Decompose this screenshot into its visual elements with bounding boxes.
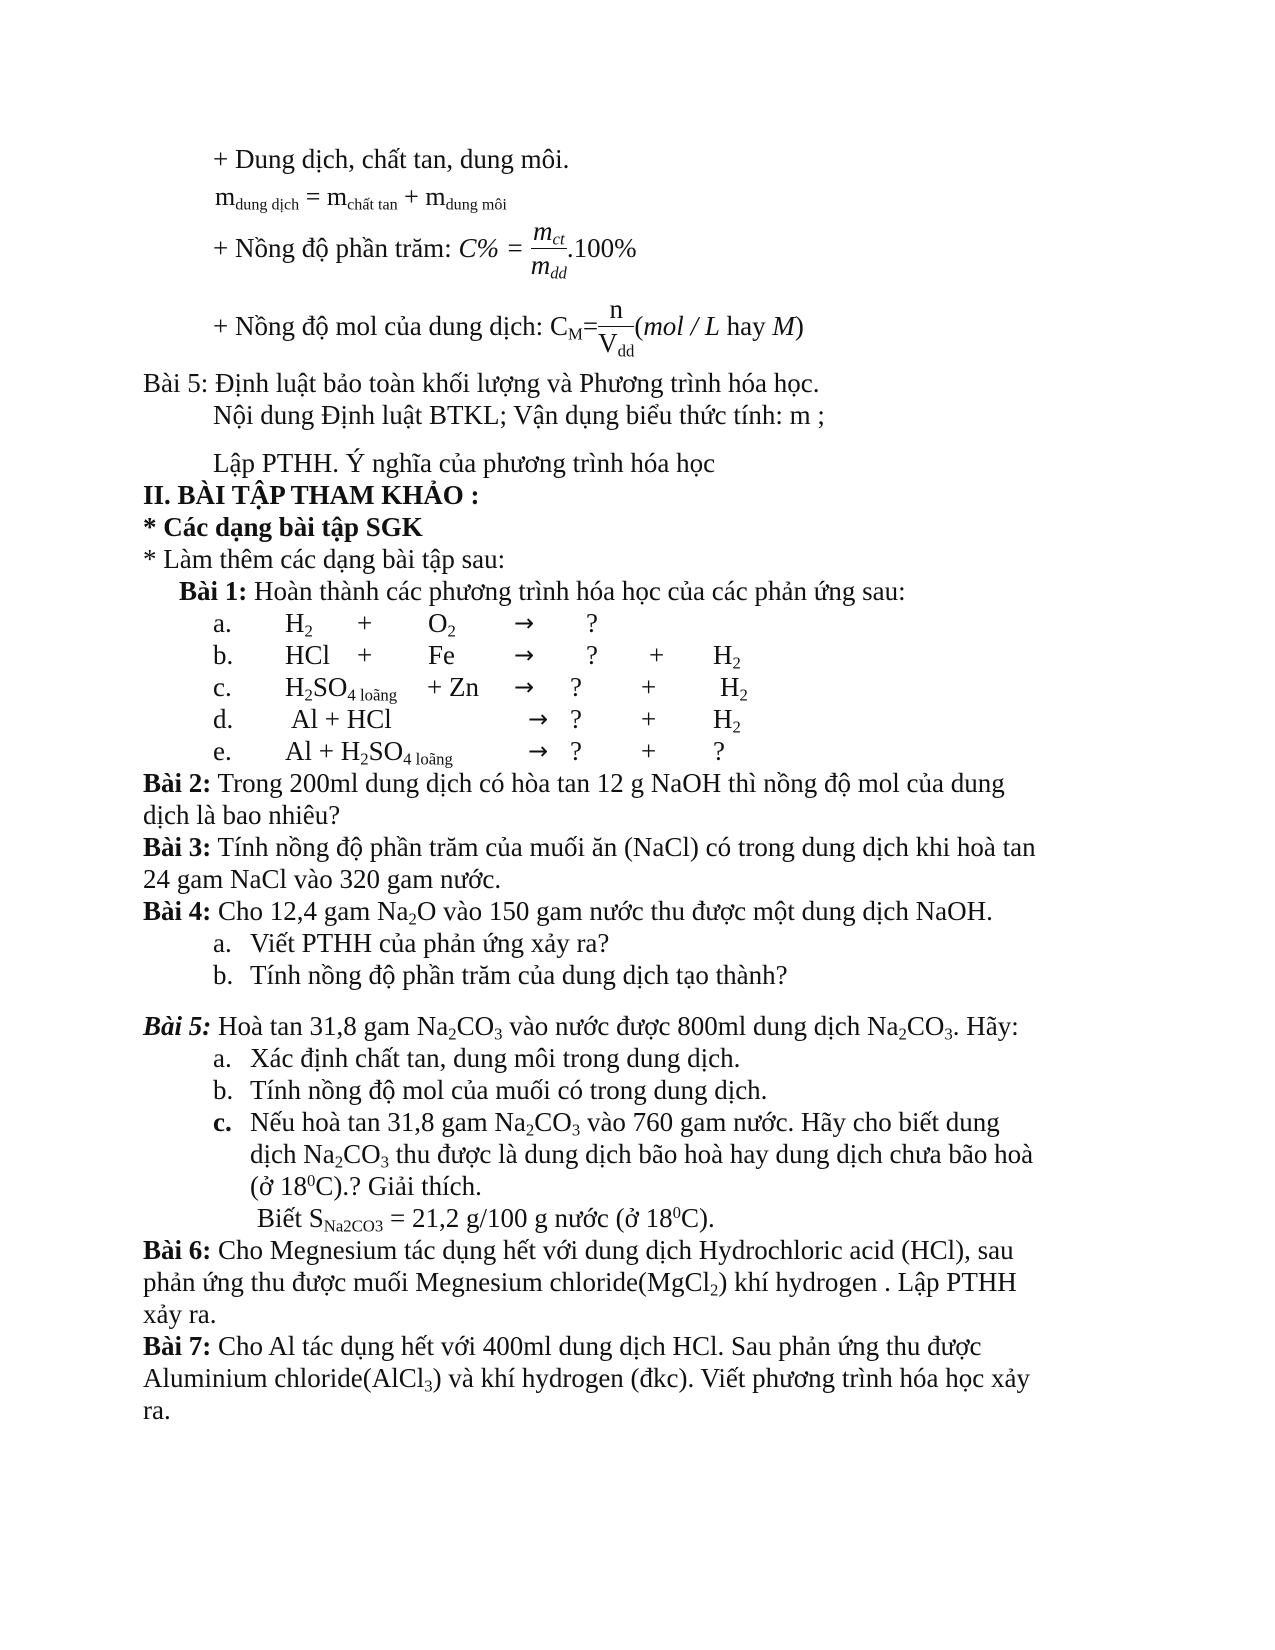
plus-sign: + xyxy=(357,640,373,670)
item-label: a. xyxy=(213,928,232,958)
ex7-text: Cho Al tác dụng hết với 400ml dung dịch HCl. Sau phản ứng thu được xyxy=(211,1331,982,1361)
mass-eq-sign: = xyxy=(299,182,327,211)
percent-denominator: $m_{dd}$ xyxy=(530,250,567,283)
mass-sub1: dung dịch xyxy=(235,196,300,214)
ex3-line1 xyxy=(143,834,1036,861)
ex7-line1 xyxy=(143,1333,982,1360)
row-label: b. xyxy=(213,640,234,670)
arrow-icon: → xyxy=(528,705,549,733)
ex3-text: Tính nồng độ phần trăm của muối ăn (NaCl) có trong dung dịch khi hoà tan xyxy=(211,832,1036,862)
more-exercises-line: * Làm thêm các dạng bài tập sau: xyxy=(143,544,506,574)
ex4-item-b xyxy=(213,962,233,989)
row-label: d. xyxy=(213,704,234,734)
ex2-line1 xyxy=(143,770,1005,797)
ex2-line2: dịch là bao nhiêu? xyxy=(143,800,341,830)
ex5-item-c-label: c. xyxy=(213,1107,232,1137)
percent-label: + Nồng độ phần trăm: xyxy=(213,233,459,263)
ex6-line1 xyxy=(143,1237,1014,1264)
reactant: $Al + H_2SO_{4 loãng}$ xyxy=(285,736,453,769)
ex4-item-a-text: Viết PTHH của phản ứng xảy ra? xyxy=(250,928,610,958)
product: ? xyxy=(586,640,598,670)
reactant: Al + HCl xyxy=(291,704,392,734)
ex6-line3: xảy ra. xyxy=(143,1299,217,1329)
sgk-line: * Các dạng bài tập SGK xyxy=(143,512,423,542)
product: ? xyxy=(570,736,582,766)
arrow-icon: → xyxy=(514,609,535,637)
percent-numerator: $m_{ct}$ xyxy=(531,218,567,249)
ex4-title: Bài 4: xyxy=(143,896,212,926)
bai5-theory-line2: Lập PTHH. Ý nghĩa của phương trình hóa học xyxy=(213,448,716,478)
ex1-title: Bài 1: xyxy=(179,576,248,606)
molar-unit: (mol / L hay M) xyxy=(634,311,804,341)
percent-formula xyxy=(213,216,637,283)
ex3-line2: 24 gam NaCl vào 320 gam nước. xyxy=(143,864,502,894)
ex5-item-a-text: Xác định chất tan, dung môi trong dung dịch. xyxy=(250,1043,741,1073)
arrow-icon: → xyxy=(514,673,535,701)
reactant: $H_2SO_{4 loãng}$ xyxy=(285,672,398,705)
reactant: $H_2$ xyxy=(285,608,313,641)
ex5-item-a-label: a. xyxy=(213,1043,232,1073)
product: $H_2$ xyxy=(720,672,748,705)
mass-m1: m xyxy=(215,182,236,211)
ex5-item-c-line4: Biết $S_{Na2CO3} = 21,2$ g/100 g nước (ở $18^0C$). xyxy=(257,1202,715,1236)
plus-sign: + xyxy=(641,704,657,734)
ex5-item-c-line3: (ở $18^0C$).? Giải thích. xyxy=(250,1170,482,1201)
ex5-item-c-line1: Nếu hoà tan 31,8 gam $Na_2CO_3$ vào 760 gam nước. Hãy cho biết dung xyxy=(250,1107,1000,1140)
mass-plus: + xyxy=(397,182,426,211)
product: $H_2$ xyxy=(713,704,741,737)
molar-c: $C_M$ xyxy=(549,311,583,344)
ex4-item-b-text: Tính nồng độ phần trăm của dung dịch tạo thành? xyxy=(250,960,788,990)
plus-sign: + xyxy=(649,640,665,670)
molar-numerator: n xyxy=(598,296,634,327)
ex3-title: Bài 3: xyxy=(143,832,212,862)
product: ? xyxy=(586,608,598,638)
reactant: + Zn xyxy=(427,672,479,702)
molar-fraction xyxy=(598,294,635,361)
ex5-item-c-line2: dịch $Na_2CO_3$ thu được là dung dịch bão hoà hay dung dịch chưa bão hoà xyxy=(250,1139,1034,1172)
ex5-item-b-label: b. xyxy=(213,1075,234,1105)
row-label: e. xyxy=(213,736,232,766)
ex5-title: Bài 5: xyxy=(143,1011,212,1041)
molar-label: + Nồng độ mol của dung dịch: xyxy=(213,311,550,341)
ex5-line1: Bài 5: Hoà tan 31,8 gam $Na_2CO_3$ vào nước được 800ml dung dịch $Na_2CO_3$. Hãy: xyxy=(143,1011,1019,1044)
ex2-title: Bài 2: xyxy=(143,768,212,798)
reactant: HCl xyxy=(285,640,331,670)
theory-solution-line xyxy=(213,146,569,173)
mass-sub2: chất tan xyxy=(347,196,398,214)
product: $H_2$ xyxy=(713,640,741,673)
molar-eq: = xyxy=(582,311,599,341)
percent-tail: .100% xyxy=(566,233,637,263)
mass-m2: m xyxy=(326,182,348,211)
ex7-line3: ra. xyxy=(143,1395,171,1425)
ex6-line2: phản ứng thu được muối Megnesium chloride(MgCl$_2$) khí hydrogen . Lập PTHH xyxy=(143,1267,1017,1300)
ex1-title-line xyxy=(179,578,906,605)
theory-solution-text: + Dung dịch, chất tan, dung môi. xyxy=(213,144,570,174)
ex7-line2: Aluminium chloride(AlCl$_3$) và khí hydrogen (đkc). Viết phương trình hóa học xảy xyxy=(143,1363,1031,1396)
molar-formula xyxy=(213,294,804,361)
reactant: Fe xyxy=(428,640,455,670)
row-label: a. xyxy=(213,608,232,638)
ex4-item-a xyxy=(213,930,232,957)
row-label: c. xyxy=(213,672,232,702)
bai5-theory-line1: Nội dung Định luật BTKL; Vận dụng biểu thức tính: m ; xyxy=(213,400,825,430)
ex5-item-b-text: Tính nồng độ mol của muối có trong dung dịch. xyxy=(250,1075,768,1105)
product: ? xyxy=(713,736,725,766)
mass-sub3: dung môi xyxy=(445,196,507,214)
product: ? xyxy=(570,704,582,734)
ex6-title: Bài 6: xyxy=(143,1235,212,1265)
molar-denominator: $V_{dd}$ xyxy=(598,328,635,361)
percent-lhs: C% = xyxy=(458,233,531,263)
product: ? xyxy=(570,672,582,702)
plus-sign: + xyxy=(641,736,657,766)
plus-sign: + xyxy=(641,672,657,702)
ex6-text: Cho Megnesium tác dụng hết với dung dịch Hydrochloric acid (HCl), sau xyxy=(211,1235,1014,1265)
plus-sign: + xyxy=(357,608,373,638)
ex1-text: Hoàn thành các phương trình hóa học của các phản ứng sau: xyxy=(247,576,906,606)
arrow-icon: → xyxy=(514,641,535,669)
ex2-text: Trong 200ml dung dịch có hòa tan 12 g NaOH thì nồng độ mol của dung xyxy=(211,768,1005,798)
arrow-icon: → xyxy=(528,737,549,765)
percent-fraction xyxy=(530,216,567,283)
mass-equation xyxy=(215,182,507,214)
ex7-title: Bài 7: xyxy=(143,1331,212,1361)
section-heading: II. BÀI TẬP THAM KHẢO : xyxy=(143,480,480,510)
mass-m3: m xyxy=(425,182,446,211)
bai5-theory-title: Bài 5: Định luật bảo toàn khối lượng và Phương trình hóa học. xyxy=(143,368,820,398)
ex4-line1: Bài 4: Cho 12,4 gam $Na_2O$ vào 150 gam nước thu được một dung dịch NaOH. xyxy=(143,896,993,929)
reactant: $O_2$ xyxy=(428,608,456,641)
item-label: b. xyxy=(213,960,234,990)
